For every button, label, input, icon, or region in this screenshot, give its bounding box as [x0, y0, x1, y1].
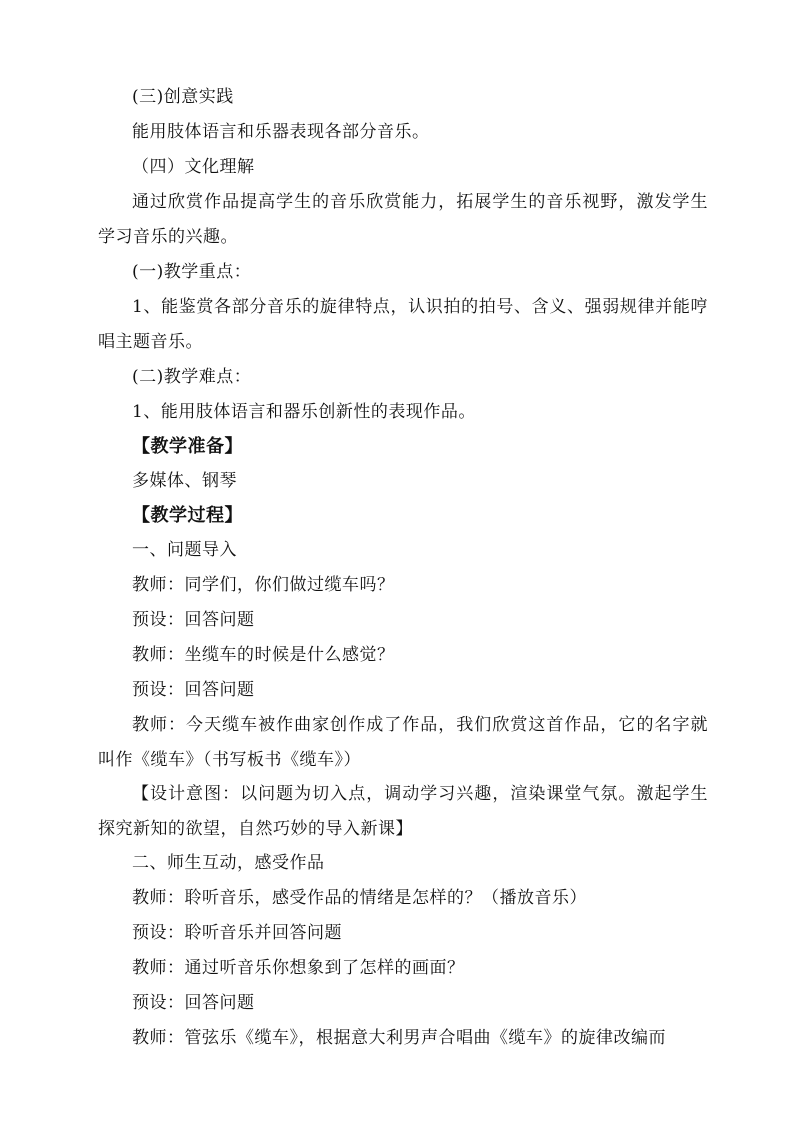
heading-teaching-process: 【教学过程】 — [132, 505, 243, 526]
design-intent-note: 【设计意图：以问题为切入点，调动学习兴趣，渲染课堂气氛。激起学生探究新知的欲望，自然巧妙的导入新课】 — [98, 784, 708, 839]
section-heading-teaching-focus: (一)教学重点： — [132, 262, 252, 282]
dialogue-teacher-3: 教师：今天缆车被作曲家创作成了作品，我们欣赏这首作品，它的名字就叫作《缆车》（书写板书《缆车》） — [98, 715, 708, 770]
paragraph-teaching-focus: 1、能鉴赏各部分音乐的旋律特点，认识拍的拍号、含义、强弱规律并能哼唱主题音乐。 — [98, 297, 708, 352]
paragraph-teaching-difficulty: 1、能用肢体语言和器乐创新性的表现作品。 — [132, 402, 476, 422]
dialogue-teacher-6: 教师：管弦乐《缆车》，根据意大利男声合唱曲《缆车》的旋律改编而 — [132, 1028, 666, 1048]
dialogue-teacher-4: 教师：聆听音乐，感受作品的情绪是怎样的？（播放音乐） — [132, 888, 587, 908]
paragraph-cultural-understanding: 通过欣赏作品提高学生的音乐欣赏能力，拓展学生的音乐视野，激发学生学习音乐的兴趣。 — [98, 192, 708, 247]
dialogue-preset-3: 预设：聆听音乐并回答问题 — [132, 923, 342, 943]
dialogue-preset-2: 预设：回答问题 — [132, 680, 255, 700]
paragraph-creative-practice: 能用肢体语言和乐器表现各部分音乐。 — [132, 122, 430, 142]
heading-teaching-preparation: 【教学准备】 — [132, 436, 243, 457]
section-heading-creative-practice: (三)创意实践 — [132, 87, 234, 107]
section-heading-question-intro: 一、问题导入 — [132, 540, 237, 560]
section-heading-interaction: 二、师生互动，感受作品 — [132, 853, 325, 873]
dialogue-preset-1: 预设：回答问题 — [132, 610, 255, 630]
paragraph-teaching-preparation: 多媒体、钢琴 — [132, 471, 237, 491]
dialogue-teacher-5: 教师：通过听音乐你想象到了怎样的画面？ — [132, 958, 465, 978]
dialogue-teacher-1: 教师：同学们，你们做过缆车吗？ — [132, 575, 395, 595]
dialogue-teacher-2: 教师：坐缆车的时候是什么感觉？ — [132, 645, 395, 665]
section-heading-teaching-difficulty: (二)教学难点： — [132, 367, 252, 387]
section-heading-cultural-understanding: （四）文化理解 — [132, 157, 255, 177]
dialogue-preset-4: 预设：回答问题 — [132, 993, 255, 1013]
